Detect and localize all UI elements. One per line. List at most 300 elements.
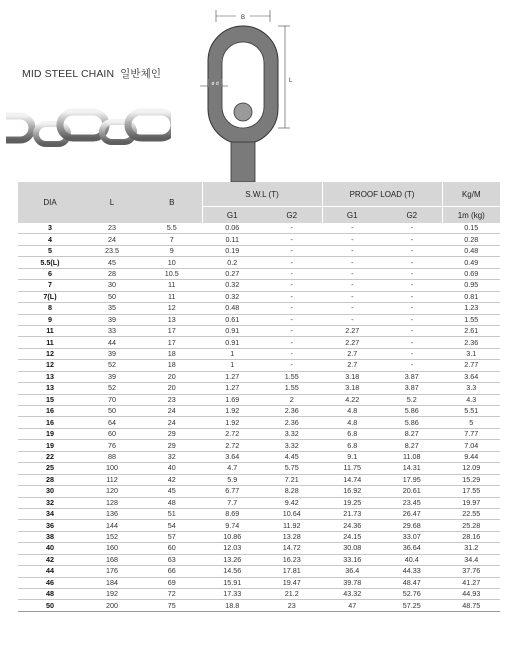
cell-b: 11 [142,291,202,302]
cell-proof-g2: 8.27 [382,428,442,439]
cell-b: 42 [142,474,202,485]
cell-proof-g2: - [382,325,442,336]
cell-b: 18 [142,348,202,359]
cell-dia: 16 [18,406,82,417]
cell-proof-g1: 4.8 [322,417,382,428]
cell-proof-g2: 57.25 [382,600,442,611]
table-row [18,406,500,417]
cell-proof-g1: 11.75 [322,463,382,474]
cell-proof-g2: 36.64 [382,543,442,554]
header-swl: S.W.L (T) [202,182,322,207]
cell-proof-g1: 2.7 [322,360,382,371]
cell-kg-per-m: 5.51 [442,406,500,417]
cell-l: 24 [82,234,142,245]
cell-kg-per-m: 0.49 [442,257,500,268]
cell-proof-g2: - [382,337,442,348]
cell-l: 52 [82,383,142,394]
cell-swl-g1: 0.48 [202,303,262,314]
cell-kg-per-m: 34.4 [442,554,500,565]
cell-l: 144 [82,520,142,531]
cell-swl-g1: 0.91 [202,337,262,348]
cell-swl-g1: 18.8 [202,600,262,611]
cell-swl-g1: 10.86 [202,531,262,542]
cell-l: 39 [82,371,142,382]
cell-l: 100 [82,463,142,474]
cell-kg-per-m: 3.1 [442,348,500,359]
cell-swl-g1: 1 [202,360,262,371]
cell-swl-g2: 11.92 [262,520,322,531]
cell-swl-g1: 1.27 [202,371,262,382]
cell-proof-g1: 6.8 [322,428,382,439]
cell-dia: 13 [18,383,82,394]
cell-swl-g2: - [262,280,322,291]
cell-swl-g1: 14.56 [202,566,262,577]
cell-swl-g2: - [262,360,322,371]
table-row [18,600,500,611]
cell-proof-g1: - [322,303,382,314]
cell-swl-g1: 0.32 [202,280,262,291]
table-row [18,245,500,256]
table-row [18,508,500,519]
cell-swl-g2: 21.2 [262,589,322,600]
cell-dia: 19 [18,428,82,439]
table-row [18,577,500,588]
cell-l: 112 [82,474,142,485]
table-row [18,554,500,565]
cell-kg-per-m: 22.55 [442,508,500,519]
cell-swl-g2: 3.32 [262,440,322,451]
cell-dia: 6 [18,268,82,279]
cell-swl-g1: 2.72 [202,440,262,451]
cell-proof-g2: 11.08 [382,451,442,462]
chain-spec-table-wrap [18,182,500,612]
cell-l: 39 [82,314,142,325]
table-row [18,440,500,451]
cell-b: 9 [142,245,202,256]
cell-swl-g1: 0.11 [202,234,262,245]
cell-dia: 40 [18,543,82,554]
cell-proof-g1: - [322,291,382,302]
cell-swl-g2: 1.55 [262,383,322,394]
cell-proof-g1: 3.18 [322,383,382,394]
cell-l: 30 [82,280,142,291]
cell-kg-per-m: 37.76 [442,566,500,577]
cell-swl-g1: 0.32 [202,291,262,302]
cell-proof-g1: 2.27 [322,325,382,336]
title-en: MID STEEL CHAIN [22,68,115,80]
table-row [18,314,500,325]
cell-proof-g1: 47 [322,600,382,611]
cell-proof-g2: - [382,257,442,268]
cell-swl-g2: 13.28 [262,531,322,542]
cell-dia: 8 [18,303,82,314]
cell-swl-g1: 2.72 [202,428,262,439]
cell-proof-g2: 26.47 [382,508,442,519]
cell-proof-g1: 43.32 [322,589,382,600]
table-body [18,223,500,611]
cell-kg-per-m: 17.55 [442,486,500,497]
cell-swl-g2: - [262,314,322,325]
cell-kg-per-m: 44.93 [442,589,500,600]
cell-proof-g2: 5.86 [382,417,442,428]
cell-proof-g2: 33.07 [382,531,442,542]
cell-proof-g1: 6.8 [322,440,382,451]
cell-b: 20 [142,371,202,382]
cell-l: 152 [82,531,142,542]
cell-proof-g1: - [322,245,382,256]
cell-proof-g2: - [382,234,442,245]
cell-swl-g1: 3.64 [202,451,262,462]
table-row [18,348,500,359]
cell-kg-per-m: 19.97 [442,497,500,508]
cell-kg-per-m: 0.81 [442,291,500,302]
cell-proof-g2: 40.4 [382,554,442,565]
cell-b: 18 [142,360,202,371]
cell-b: 24 [142,417,202,428]
cell-proof-g1: 16.92 [322,486,382,497]
cell-proof-g1: 9.1 [322,451,382,462]
cell-b: 29 [142,440,202,451]
cell-proof-g2: - [382,268,442,279]
table-row [18,325,500,336]
cell-proof-g2: 14.31 [382,463,442,474]
cell-swl-g2: - [262,337,322,348]
cell-swl-g1: 1.27 [202,383,262,394]
cell-l: 168 [82,554,142,565]
table-row [18,234,500,245]
product-title [22,66,161,81]
cell-dia: 19 [18,440,82,451]
cell-swl-g1: 9.74 [202,520,262,531]
cell-b: 66 [142,566,202,577]
cell-dia: 11 [18,325,82,336]
cell-l: 192 [82,589,142,600]
cell-swl-g2: 9.42 [262,497,322,508]
cell-l: 50 [82,291,142,302]
cell-swl-g2: 19.47 [262,577,322,588]
dimension-d-label: ø d [211,81,219,87]
cell-dia: 15 [18,394,82,405]
cell-kg-per-m: 3.64 [442,371,500,382]
table-row [18,497,500,508]
table-row [18,486,500,497]
cell-swl-g2: 16.23 [262,554,322,565]
cell-swl-g2: 2.36 [262,417,322,428]
cell-kg-per-m: 48.75 [442,600,500,611]
cell-kg-per-m: 0.15 [442,223,500,234]
cell-swl-g2: - [262,245,322,256]
cell-dia: 7(L) [18,291,82,302]
table-row [18,383,500,394]
cell-swl-g1: 1 [202,348,262,359]
cell-proof-g2: - [382,348,442,359]
cell-kg-per-m: 12.09 [442,463,500,474]
cell-dia: 12 [18,348,82,359]
header-proof-g2: G2 [382,207,442,224]
cell-dia: 38 [18,531,82,542]
cell-l: 64 [82,417,142,428]
cell-b: 32 [142,451,202,462]
cell-l: 50 [82,406,142,417]
cell-proof-g1: 33.16 [322,554,382,565]
cell-proof-g2: - [382,280,442,291]
cell-swl-g1: 0.91 [202,325,262,336]
cell-proof-g1: - [322,223,382,234]
cell-dia: 30 [18,486,82,497]
cell-swl-g2: - [262,348,322,359]
table-row [18,543,500,554]
cell-b: 10 [142,257,202,268]
cell-kg-per-m: 2.36 [442,337,500,348]
cell-swl-g1: 13.26 [202,554,262,565]
cell-b: 17 [142,337,202,348]
table-row [18,589,500,600]
cell-l: 28 [82,268,142,279]
header-l: L [82,182,142,223]
dimension-b-label: B [240,15,246,21]
cell-kg-per-m: 5 [442,417,500,428]
cell-swl-g2: 23 [262,600,322,611]
cell-dia: 48 [18,589,82,600]
header-kg-per-m: Kg/M [442,182,500,207]
cell-dia: 9 [18,314,82,325]
cell-l: 184 [82,577,142,588]
cell-dia: 28 [18,474,82,485]
cell-l: 35 [82,303,142,314]
cell-proof-g1: 21.73 [322,508,382,519]
cell-proof-g2: - [382,223,442,234]
cell-b: 60 [142,543,202,554]
cell-proof-g2: 23.45 [382,497,442,508]
cell-proof-g1: - [322,268,382,279]
table-row [18,531,500,542]
cell-b: 10.5 [142,268,202,279]
cell-dia: 42 [18,554,82,565]
cell-swl-g2: 8.28 [262,486,322,497]
cell-swl-g2: 5.75 [262,463,322,474]
cell-l: 60 [82,428,142,439]
cell-proof-g1: 24.15 [322,531,382,542]
cell-swl-g2: - [262,291,322,302]
table-row [18,451,500,462]
cell-kg-per-m: 7.04 [442,440,500,451]
table-row [18,257,500,268]
cell-kg-per-m: 31.2 [442,543,500,554]
header-swl-g2: G2 [262,207,322,224]
cell-dia: 32 [18,497,82,508]
cell-l: 200 [82,600,142,611]
cell-proof-g2: 52.76 [382,589,442,600]
cell-b: 69 [142,577,202,588]
cell-dia: 3 [18,223,82,234]
cell-b: 75 [142,600,202,611]
cell-proof-g1: - [322,234,382,245]
table-row [18,303,500,314]
cell-swl-g2: 4.45 [262,451,322,462]
cell-swl-g2: 17.81 [262,566,322,577]
cell-proof-g2: 48.47 [382,577,442,588]
cell-dia: 4 [18,234,82,245]
cell-kg-per-m: 1.23 [442,303,500,314]
cell-kg-per-m: 0.48 [442,245,500,256]
chain-link-diagram [186,4,312,182]
cell-swl-g1: 0.19 [202,245,262,256]
table-row [18,268,500,279]
table-row [18,223,500,234]
cell-kg-per-m: 28.16 [442,531,500,542]
cell-swl-g1: 8.69 [202,508,262,519]
header-proof-g1: G1 [322,207,382,224]
cell-swl-g1: 17.33 [202,589,262,600]
cell-proof-g2: 3.87 [382,371,442,382]
cell-b: 72 [142,589,202,600]
cell-proof-g1: 2.27 [322,337,382,348]
cell-l: 120 [82,486,142,497]
cell-swl-g2: 1.55 [262,371,322,382]
table-row [18,280,500,291]
header-b: B [142,182,202,223]
cell-dia: 5.5(L) [18,257,82,268]
cell-dia: 25 [18,463,82,474]
cell-l: 88 [82,451,142,462]
cell-swl-g2: 3.32 [262,428,322,439]
cell-proof-g2: 5.86 [382,406,442,417]
cell-swl-g1: 1.92 [202,406,262,417]
cell-swl-g1: 15.91 [202,577,262,588]
cell-b: 17 [142,325,202,336]
chain-photo [6,90,171,170]
cell-swl-g1: 1.92 [202,417,262,428]
cell-kg-per-m: 4.3 [442,394,500,405]
cell-l: 176 [82,566,142,577]
chain-spec-table [18,182,500,612]
cell-b: 11 [142,280,202,291]
table-row [18,566,500,577]
cell-swl-g2: 14.72 [262,543,322,554]
header-swl-g1: G1 [202,207,262,224]
cell-kg-per-m: 0.95 [442,280,500,291]
cell-l: 45 [82,257,142,268]
cell-dia: 13 [18,371,82,382]
cell-kg-per-m: 41.27 [442,577,500,588]
cell-proof-g1: 19.25 [322,497,382,508]
cell-dia: 5 [18,245,82,256]
cell-dia: 34 [18,508,82,519]
cell-dia: 50 [18,600,82,611]
cell-proof-g2: 3.87 [382,383,442,394]
cell-swl-g1: 4.7 [202,463,262,474]
cell-proof-g2: 20.61 [382,486,442,497]
dimension-l-label: L [289,78,293,84]
cell-b: 29 [142,428,202,439]
cell-b: 63 [142,554,202,565]
table-row [18,337,500,348]
cell-dia: 44 [18,566,82,577]
cell-swl-g2: - [262,223,322,234]
cell-l: 23.5 [82,245,142,256]
cell-b: 23 [142,394,202,405]
cell-swl-g2: 2 [262,394,322,405]
cell-swl-g1: 0.2 [202,257,262,268]
cell-proof-g2: - [382,314,442,325]
cell-kg-per-m: 3.3 [442,383,500,394]
cell-b: 48 [142,497,202,508]
header-dia: DIA [18,182,82,223]
cell-kg-per-m: 9.44 [442,451,500,462]
cell-kg-per-m: 0.69 [442,268,500,279]
cell-swl-g1: 6.77 [202,486,262,497]
cell-swl-g2: 10.64 [262,508,322,519]
cell-kg-per-m: 25.28 [442,520,500,531]
cell-proof-g1: 24.36 [322,520,382,531]
cell-proof-g1: 36.4 [322,566,382,577]
table-row [18,394,500,405]
cell-l: 70 [82,394,142,405]
table-row [18,520,500,531]
cell-swl-g1: 1.69 [202,394,262,405]
cell-swl-g2: 7.21 [262,474,322,485]
cell-proof-g2: - [382,303,442,314]
cell-dia: 36 [18,520,82,531]
cell-swl-g2: - [262,268,322,279]
table-row [18,463,500,474]
header-per-meter: 1m (kg) [442,207,500,224]
cell-b: 45 [142,486,202,497]
cell-swl-g1: 12.03 [202,543,262,554]
cell-proof-g2: 5.2 [382,394,442,405]
table-row [18,428,500,439]
cell-dia: 46 [18,577,82,588]
cell-b: 57 [142,531,202,542]
cell-kg-per-m: 1.55 [442,314,500,325]
cell-l: 23 [82,223,142,234]
cell-proof-g1: 4.22 [322,394,382,405]
cell-b: 13 [142,314,202,325]
cell-dia: 22 [18,451,82,462]
cell-l: 76 [82,440,142,451]
cell-proof-g2: 29.68 [382,520,442,531]
cell-swl-g1: 0.27 [202,268,262,279]
cell-swl-g2: - [262,325,322,336]
title-kr: 일반체인 [120,68,162,80]
cell-proof-g1: - [322,314,382,325]
cell-l: 160 [82,543,142,554]
cell-b: 51 [142,508,202,519]
cell-swl-g1: 5.9 [202,474,262,485]
cell-kg-per-m: 15.29 [442,474,500,485]
cell-b: 5.5 [142,223,202,234]
cell-swl-g1: 0.61 [202,314,262,325]
table-row [18,291,500,302]
cell-kg-per-m: 7.77 [442,428,500,439]
cell-b: 7 [142,234,202,245]
cell-proof-g1: 4.8 [322,406,382,417]
cell-proof-g2: 17.95 [382,474,442,485]
cell-b: 40 [142,463,202,474]
cell-l: 39 [82,348,142,359]
cell-l: 52 [82,360,142,371]
cell-l: 136 [82,508,142,519]
cell-proof-g2: 44.33 [382,566,442,577]
cell-kg-per-m: 0.28 [442,234,500,245]
cell-l: 128 [82,497,142,508]
cell-proof-g2: - [382,291,442,302]
cell-dia: 11 [18,337,82,348]
cell-proof-g1: 2.7 [322,348,382,359]
cell-b: 54 [142,520,202,531]
cell-swl-g1: 7.7 [202,497,262,508]
table-row [18,371,500,382]
